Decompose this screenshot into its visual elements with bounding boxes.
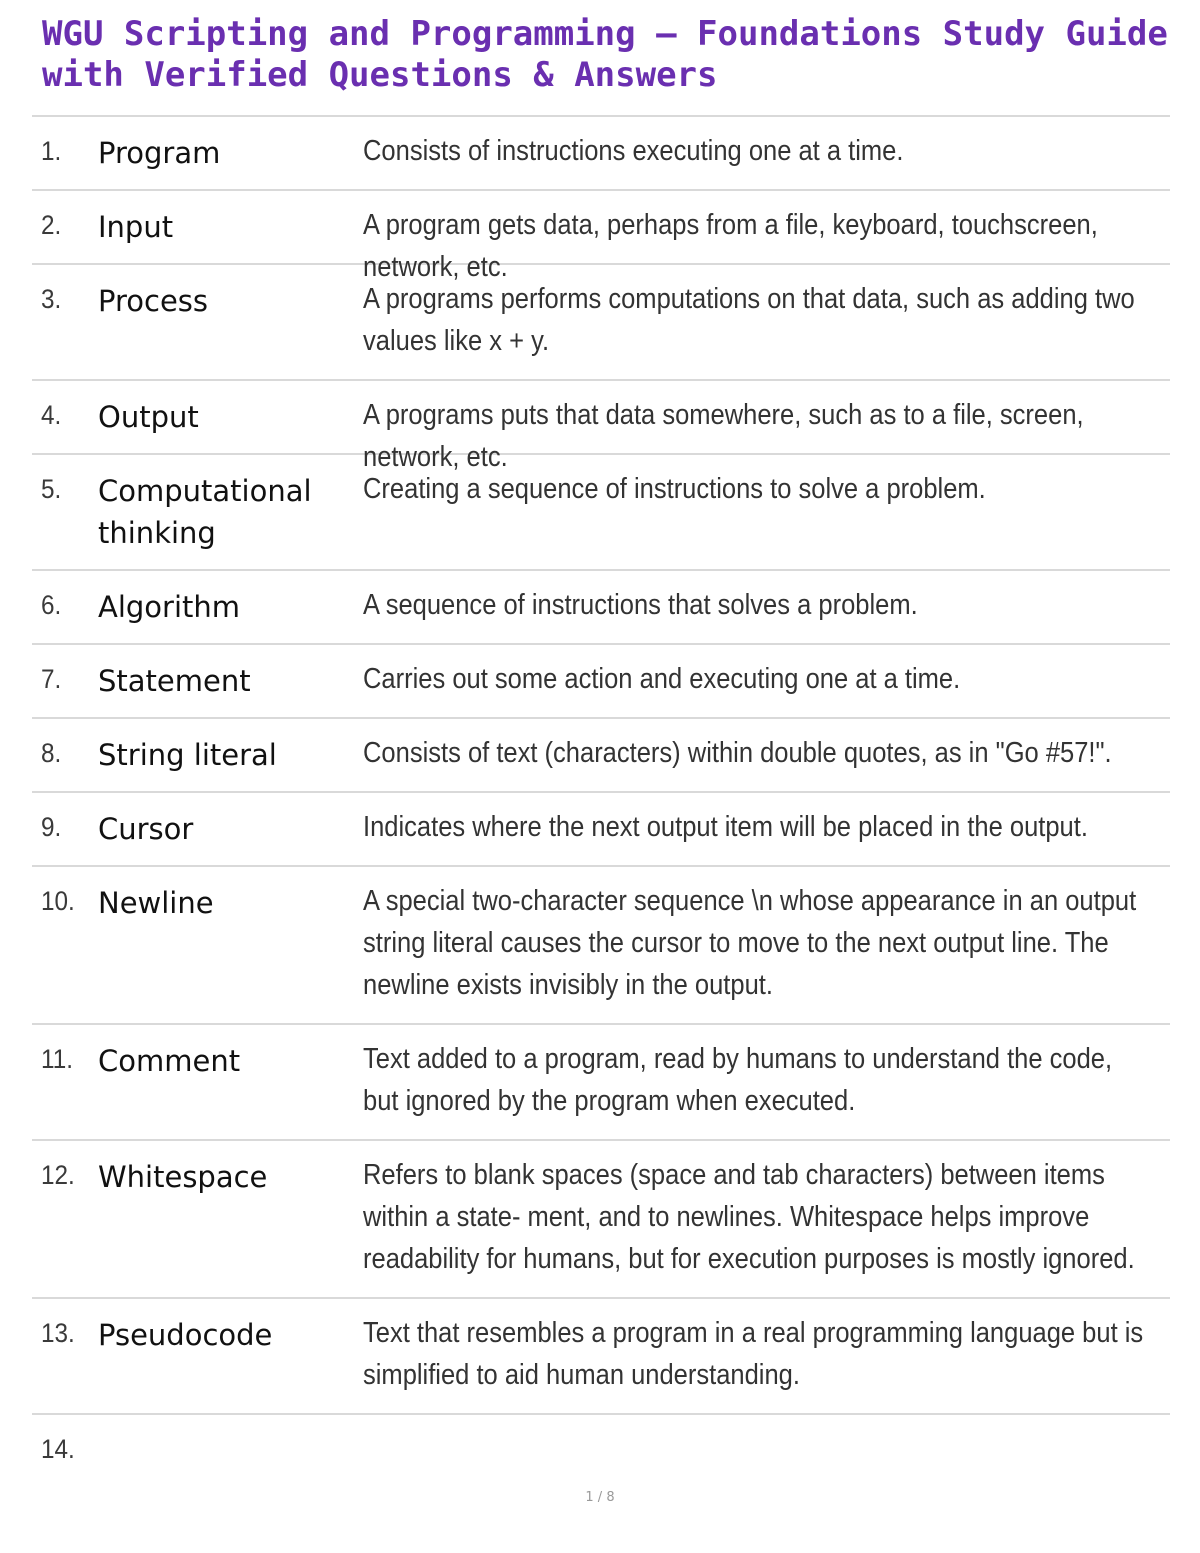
entry-term: Pseudocode [98, 1318, 273, 1352]
entry-term: Computational thinking [98, 474, 312, 550]
entry-number: 4. [41, 400, 62, 430]
glossary-row [32, 381, 1170, 473]
glossary-row [32, 645, 1170, 719]
glossary-row [32, 1141, 1170, 1299]
title-line-2: with Verified Questions & Answers [42, 55, 718, 95]
entry-number: 11. [41, 1044, 73, 1074]
entry-definition: Consists of text (characters) within double quotes, as in "Go #57!". [363, 737, 1112, 769]
entry-definition: Creating a sequence of instructions to solve a problem. [363, 473, 986, 505]
entry-number: 13. [41, 1318, 75, 1348]
glossary-row [32, 265, 1170, 381]
entry-number: 7. [41, 664, 62, 694]
entry-number: 9. [41, 812, 62, 842]
entry-term: String literal [98, 738, 277, 772]
entry-definition: Text added to a program, read by humans to understand the code, but ignored by the program when executed. [363, 1043, 1113, 1117]
entry-number: 12. [41, 1160, 75, 1190]
entry-number: 8. [41, 738, 62, 768]
glossary-row [32, 793, 1170, 867]
entry-definition: A special two-character sequence \n whose appearance in an output string literal causes the cursor to move to the next output line. The newline exists invisibly in the output. [363, 885, 1137, 1001]
entry-number: 3. [41, 284, 62, 314]
entry-number: 5. [41, 474, 62, 504]
entry-term: Output [98, 400, 199, 434]
entry-definition: A sequence of instructions that solves a problem. [363, 589, 918, 621]
entry-term: Cursor [98, 812, 194, 846]
entry-definition: Indicates where the next output item will be placed in the output. [363, 811, 1088, 843]
glossary-row [32, 1299, 1170, 1415]
glossary-row [32, 719, 1170, 793]
entry-number: 1. [41, 136, 62, 166]
entry-term: Statement [98, 664, 251, 698]
entry-definition: Refers to blank spaces (space and tab characters) between items within a state- ment, and to newlines. Whitespace helps improve readability for humans, but for execution purposes is mostly ignored. [363, 1159, 1135, 1275]
entry-term: Whitespace [98, 1160, 268, 1194]
entry-definition: A programs puts that data somewhere, such as to a file, screen, network, etc. [363, 399, 1084, 473]
entry-definition: A programs performs computations on that data, such as adding two values like x + y. [363, 283, 1135, 357]
entry-term: Input [98, 210, 174, 244]
entry-definition: Text that resembles a program in a real programming language but is simplified to aid human understanding. [363, 1317, 1144, 1391]
entry-definition: A program gets data, perhaps from a file, keyboard, touchscreen, network, etc. [363, 209, 1098, 283]
entry-definition: Carries out some action and executing one at a time. [363, 663, 961, 695]
title-line-1: WGU Scripting and Programming – Foundations Study Guide [42, 14, 1168, 54]
entry-term: Program [98, 136, 221, 170]
entry-number: 10. [41, 886, 75, 916]
entry-number: 14. [41, 1434, 75, 1464]
entry-number: 2. [41, 210, 62, 240]
glossary-row [32, 1415, 1170, 1485]
entry-term: Algorithm [98, 590, 241, 624]
entry-term: Newline [98, 886, 214, 920]
glossary-row [32, 867, 1170, 1025]
glossary-row [32, 1025, 1170, 1141]
entry-term: Comment [98, 1044, 241, 1078]
page-indicator: 1 / 8 [585, 1490, 615, 1505]
glossary-row [32, 455, 1170, 571]
entry-definition: Consists of instructions executing one at a time. [363, 135, 904, 167]
glossary-row [32, 117, 1170, 191]
entry-term: Process [98, 284, 209, 318]
entry-number: 6. [41, 590, 62, 620]
glossary-row [32, 191, 1170, 283]
glossary-row [32, 571, 1170, 645]
document-title [42, 14, 1192, 96]
glossary-table [32, 115, 1170, 1485]
